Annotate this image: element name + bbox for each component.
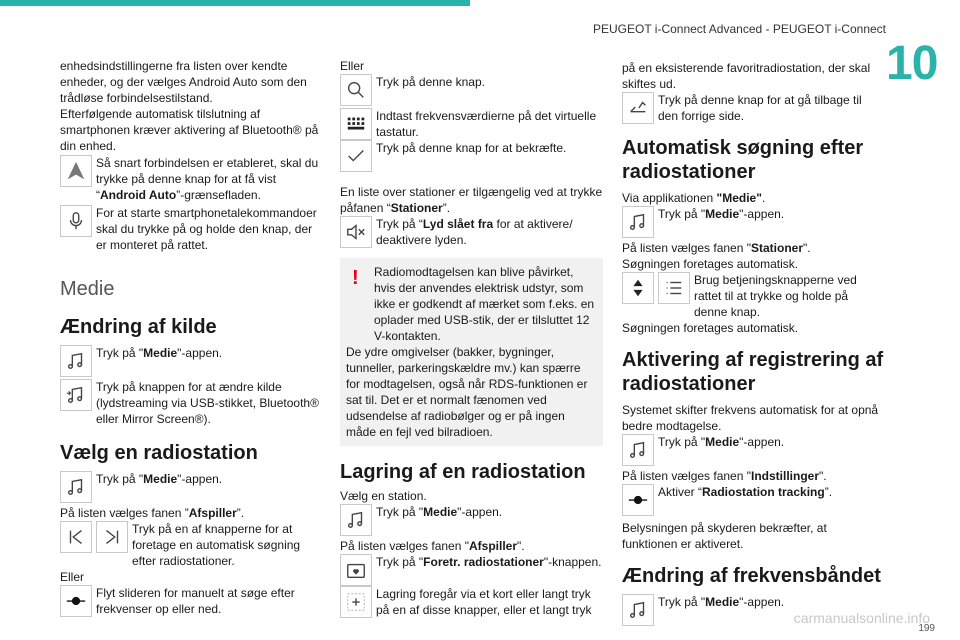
instruction-voice: For at starte smartphonetalekommandoer skal du trykke på og holde den knap, der er monteret på rattet. — [60, 205, 322, 253]
paragraph: Belysningen på skyderen bekræfter, at funktionen er aktiveret. — [622, 521, 827, 551]
music-note-icon — [622, 434, 654, 466]
instruction: Tryk på "Medie"-appen. — [340, 504, 603, 536]
running-header: PEUGEOT i-Connect Advanced - PEUGEOT i-Connect — [592, 22, 886, 36]
music-note-icon — [60, 471, 92, 503]
checkmark-icon — [340, 140, 372, 172]
instruction: Indtast frekvensværdierne på det virtuelle tastatur. — [340, 108, 603, 140]
back-icon — [622, 92, 654, 124]
microphone-icon — [60, 205, 92, 237]
instruction: Tryk på denne knap for at gå tilbage til den forrige side. — [622, 92, 884, 124]
list-icon — [658, 272, 690, 304]
mute-speaker-icon — [340, 216, 372, 248]
heading-auto-search: Automatisk søgning efter radiostationer — [622, 137, 864, 183]
paragraph: På listen vælges fanen "Stationer". — [622, 241, 811, 255]
paragraph: på en eksisterende favoritradiostation, der skal skiftes ud. — [622, 61, 871, 91]
source-icon — [60, 379, 92, 411]
seek-previous-icon — [60, 521, 92, 553]
up-down-arrows-icon — [622, 272, 654, 304]
instruction: Tryk på knappen for at ændre kilde (lydstreaming via USB-stikket, Bluetooth® eller Mirror Screen®). — [60, 379, 322, 427]
paragraph: enhedsindstillingerne fra listen over kendte enheder, og der vælges Android Auto som den trådløse forbindelsestilstand. — [60, 59, 307, 105]
heading-lagring: Lagring af en radiostation — [340, 461, 586, 483]
column-3 — [622, 58, 884, 626]
add-preset-icon — [340, 586, 372, 618]
paragraph: Vælg en station. — [340, 489, 427, 503]
seek-next-icon — [96, 521, 128, 553]
warning-text: De ydre omgivelser (bakker, bygninger, tunneller, parkeringskældre mv.) kan spærre for modtagelsen, også når RDS-funktionen er sat til. Det er et normalt fænomen ved udsendelse af radiobølger og er på ingen måde en fejl ved bilradioen. — [346, 345, 588, 439]
watermark: carmanualsonline.info — [793, 610, 930, 626]
instruction: Brug betjeningsknapperne ved rattet til at trykke og holde på denne knap. — [622, 272, 884, 320]
heading-kilde: Ændring af kilde — [60, 316, 217, 338]
slider-icon — [60, 585, 92, 617]
heading-radiostation: Vælg en radiostation — [60, 442, 258, 464]
instruction: Tryk på "Medie"-appen. — [622, 206, 884, 238]
heading-registrering: Aktivering af registrering af radiostationer — [622, 349, 884, 395]
toggle-icon — [622, 484, 654, 516]
paragraph: Søgningen foretages automatisk. — [622, 257, 799, 271]
paragraph: På listen vælges fanen "Afspiller". — [340, 539, 525, 553]
warning-text: Radiomodtagelsen kan blive påvirket, hvis der anvendes elektrisk udstyr, som ikke er godkendt af mærket som f.eks. en oplader med USB-stik, der er tilsluttet 12 V-kontakten. — [374, 265, 595, 343]
instruction: Flyt slideren for manuelt at søge efter frekvenser op eller ned. — [60, 585, 322, 617]
search-icon — [340, 74, 372, 106]
keyboard-icon — [340, 108, 372, 140]
column-2 — [340, 58, 603, 618]
heading-frekvensbaand: Ændring af frekvensbåndet — [622, 565, 881, 587]
instruction-android-auto: Så snart forbindelsen er etableret, skal du trykke på denne knap for at få vist “Android Auto”-grænsefladen. — [60, 155, 322, 203]
instruction: Tryk på denne knap for at bekræfte. — [340, 140, 603, 172]
paragraph: På listen vælges fanen "Indstillinger". — [622, 469, 827, 483]
android-auto-icon — [60, 155, 92, 187]
favorite-radio-icon — [340, 554, 372, 586]
paragraph: Søgningen foretages automatisk. — [622, 321, 799, 335]
instruction: Tryk på "Medie"-appen. — [622, 594, 884, 626]
paragraph: På listen vælges fanen ”Afspiller”. — [60, 506, 245, 520]
paragraph: Via applikationen "Medie". — [622, 191, 766, 205]
column-1 — [60, 58, 322, 617]
instruction: Tryk på "Foretr. radiostationer"-knappen. — [340, 554, 603, 586]
music-note-icon — [60, 345, 92, 377]
chapter-number: 10 — [886, 37, 938, 90]
paragraph: Eller — [60, 570, 85, 584]
header-accent-bar — [0, 0, 470, 6]
instruction: Lagring foregår via et kort eller langt tryk på en af disse knapper, eller et langt tryk — [340, 586, 603, 618]
instruction: Tryk på "Medie"-appen. — [622, 434, 884, 466]
warning-box — [340, 258, 603, 446]
music-note-icon — [622, 206, 654, 238]
instruction: Aktiver “Radiostation tracking”. — [622, 484, 884, 516]
instruction: Tryk på "Medie"-appen. — [60, 345, 322, 377]
paragraph: Eller — [340, 59, 365, 73]
instruction: Tryk på “Lyd slået fra for at aktivere/ deaktivere lyden. — [340, 216, 603, 248]
paragraph: En liste over stationer er tilgængelig ved at trykke påfanen “Stationer”. — [340, 185, 603, 215]
music-note-icon — [340, 504, 372, 536]
paragraph: Systemet skifter frekvens automatisk for at opnå bedre modtagelse. — [622, 403, 879, 433]
paragraph: Efterfølgende automatisk tilslutning af smartphonen kræver aktivering af Bluetooth® på din enhed. — [60, 107, 319, 153]
instruction: Tryk på en af knapperne for at foretage en automatisk søgning efter radiostationer. — [60, 521, 322, 569]
warning-exclamation-icon: ! — [352, 267, 359, 289]
instruction: Tryk på "Medie"-appen. — [60, 471, 322, 503]
instruction: Tryk på denne knap. — [340, 74, 603, 106]
section-title-medie: Medie — [60, 278, 115, 300]
music-note-icon — [622, 594, 654, 626]
page-number: 199 — [918, 623, 935, 634]
